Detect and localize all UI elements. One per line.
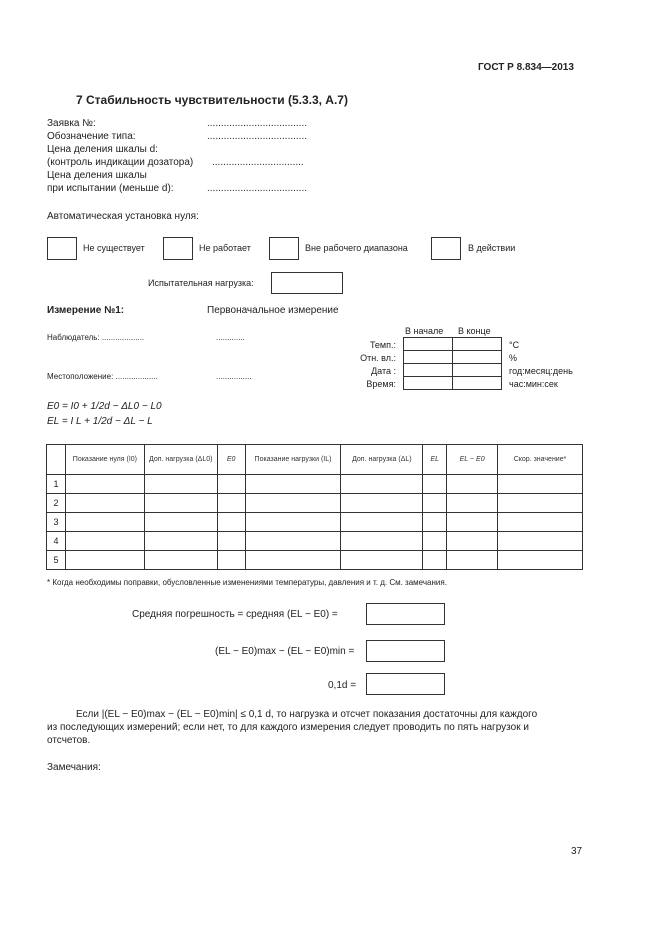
env-unit-humidity: %	[509, 353, 518, 363]
measurement-table	[46, 444, 583, 570]
table-row	[47, 475, 583, 494]
page-number: 37	[571, 846, 583, 857]
type-designation-label: Обозначение типа:	[47, 131, 136, 142]
mean-error-label: Средняя погрешность = средняя (EL − E0) =	[132, 609, 338, 620]
table-header: E0	[217, 445, 245, 475]
table-cell[interactable]	[144, 475, 217, 494]
table-cell[interactable]	[498, 513, 583, 532]
scale-test-dots[interactable]: ....................................	[207, 183, 308, 194]
env-unit-date: год:месяц:день	[509, 366, 573, 376]
zero-option-checkbox[interactable]	[431, 237, 461, 260]
table-cell[interactable]	[498, 532, 583, 551]
observer-dots[interactable]: .............	[216, 333, 245, 342]
table-cell[interactable]	[423, 475, 447, 494]
table-cell[interactable]	[245, 513, 341, 532]
table-cell[interactable]	[65, 494, 144, 513]
table-cell[interactable]	[65, 513, 144, 532]
zero-option-label: Не работает	[199, 243, 251, 253]
table-cell[interactable]	[423, 513, 447, 532]
table-cell[interactable]	[144, 532, 217, 551]
table-cell[interactable]	[245, 532, 341, 551]
table-header: Показание нагрузки (IL)	[245, 445, 341, 475]
tenth-d-label: 0,1d =	[328, 680, 357, 691]
range-label: (EL − E0)max − (EL − E0)min =	[215, 646, 355, 657]
test-load-input[interactable]	[271, 272, 343, 294]
measurement-subtitle: Первоначальное измерение	[207, 305, 339, 316]
table-cell[interactable]	[447, 475, 498, 494]
table-header: EL	[423, 445, 447, 475]
zero-option-checkbox[interactable]	[47, 237, 77, 260]
row-number: 3	[47, 513, 66, 532]
env-label-date: Дата :	[371, 366, 396, 376]
test-load-label: Испытательная нагрузка:	[148, 278, 254, 288]
conclusion-line-2: из последующих измерений; если нет, то для каждого измерения следует проводить по пять нагрузок и	[47, 722, 529, 733]
formula-e0: E0 = I0 + 1/2d − ΔL0 − L0	[47, 401, 162, 412]
table-header: Доп. нагрузка (ΔL)	[341, 445, 423, 475]
env-col-end: В конце	[458, 326, 491, 336]
table-cell[interactable]	[498, 475, 583, 494]
table-cell[interactable]	[217, 475, 245, 494]
table-row	[47, 532, 583, 551]
table-cell[interactable]	[423, 532, 447, 551]
env-cell[interactable]	[453, 351, 502, 364]
table-header: Доп. нагрузка (ΔL0)	[144, 445, 217, 475]
table-cell[interactable]	[423, 494, 447, 513]
table-cell[interactable]	[341, 532, 423, 551]
conclusion-line-1: Если |(EL − E0)max − (EL − E0)min| ≤ 0,1 d, то нагрузка и отсчет показания достаточны для каждого	[76, 709, 538, 720]
scale-d-label-2: (контроль индикации дозатора)	[47, 157, 194, 168]
table-cell[interactable]	[245, 551, 341, 570]
env-cell[interactable]	[453, 377, 502, 390]
formula-el: EL = I L + 1/2d − ΔL − L	[47, 416, 153, 427]
env-table	[403, 337, 502, 390]
table-header-row	[47, 445, 583, 475]
table-cell[interactable]	[245, 494, 341, 513]
measurement-title: Измерение №1:	[47, 305, 125, 316]
table-cell[interactable]	[217, 494, 245, 513]
remarks-label: Замечания:	[47, 762, 101, 773]
table-row	[47, 494, 583, 513]
row-number: 1	[47, 475, 66, 494]
env-unit-time: час:мин:сек	[509, 379, 558, 389]
application-label: Заявка №:	[47, 118, 96, 129]
zero-option-label: Вне рабочего диапазона	[305, 243, 408, 253]
mean-error-input[interactable]	[366, 603, 445, 625]
row-number: 2	[47, 494, 66, 513]
table-cell[interactable]	[217, 551, 245, 570]
table-cell[interactable]	[341, 475, 423, 494]
env-unit-temp: °C	[509, 340, 520, 350]
table-cell[interactable]	[447, 532, 498, 551]
table-row	[47, 513, 583, 532]
table-cell[interactable]	[447, 513, 498, 532]
scale-test-label-1: Цена деления шкалы	[47, 170, 147, 181]
observer-label: Наблюдатель: ...................	[47, 333, 145, 342]
row-number: 5	[47, 551, 66, 570]
table-cell[interactable]	[217, 513, 245, 532]
table-cell[interactable]	[341, 494, 423, 513]
zero-option-label: В действии	[468, 243, 516, 253]
zero-option-label: Не существует	[83, 243, 145, 253]
table-footnote: * Когда необходимы поправки, обусловленные изменениями температуры, давления и т. д. См. замечания.	[47, 578, 447, 587]
table-cell[interactable]	[341, 513, 423, 532]
scale-d-dots[interactable]: .................................	[212, 157, 304, 168]
table-cell[interactable]	[144, 513, 217, 532]
range-input[interactable]	[366, 640, 445, 662]
type-designation-dots[interactable]: ....................................	[207, 131, 308, 142]
table-cell[interactable]	[65, 532, 144, 551]
table-cell[interactable]	[498, 494, 583, 513]
env-cell[interactable]	[453, 338, 502, 351]
table-cell[interactable]	[447, 551, 498, 570]
env-cell[interactable]	[404, 364, 453, 377]
tenth-d-input[interactable]	[366, 673, 445, 695]
env-cell[interactable]	[404, 377, 453, 390]
table-cell[interactable]	[423, 551, 447, 570]
zero-option-checkbox[interactable]	[269, 237, 299, 260]
table-cell[interactable]	[217, 532, 245, 551]
scale-test-label-2: при испытании (меньше d):	[47, 183, 174, 194]
env-label-humidity: Отн. вл.:	[360, 353, 396, 363]
table-cell[interactable]	[447, 494, 498, 513]
table-row	[47, 551, 583, 570]
env-label-time: Время:	[366, 379, 396, 389]
table-cell[interactable]	[65, 475, 144, 494]
table-cell[interactable]	[65, 551, 144, 570]
table-cell[interactable]	[144, 551, 217, 570]
env-cell[interactable]	[404, 338, 453, 351]
standard-code: ГОСТ Р 8.834—2013	[478, 62, 574, 73]
table-cell[interactable]	[245, 475, 341, 494]
location-dots[interactable]: ................	[216, 372, 252, 381]
table-header: EL − E0	[447, 445, 498, 475]
env-cell[interactable]	[404, 351, 453, 364]
application-dots[interactable]: ....................................	[207, 118, 308, 129]
env-label-temp: Темп.:	[369, 340, 396, 350]
table-header: Показание нуля (I0)	[65, 445, 144, 475]
row-number: 4	[47, 532, 66, 551]
table-header: Скор. значение*	[498, 445, 583, 475]
scale-d-label-1: Цена деления шкалы d:	[47, 144, 158, 155]
table-cell[interactable]	[498, 551, 583, 570]
env-col-start: В начале	[405, 326, 444, 336]
location-label: Местоположение: ...................	[47, 372, 158, 381]
zero-option-checkbox[interactable]	[163, 237, 193, 260]
env-cell[interactable]	[453, 364, 502, 377]
section-title: 7 Стабильность чувствительности (5.3.3, А.7)	[76, 93, 348, 107]
table-cell[interactable]	[341, 551, 423, 570]
table-header	[47, 445, 66, 475]
zero-setting-label: Автоматическая установка нуля:	[47, 211, 199, 222]
conclusion-line-3: отсчетов.	[47, 735, 91, 746]
table-cell[interactable]	[144, 494, 217, 513]
